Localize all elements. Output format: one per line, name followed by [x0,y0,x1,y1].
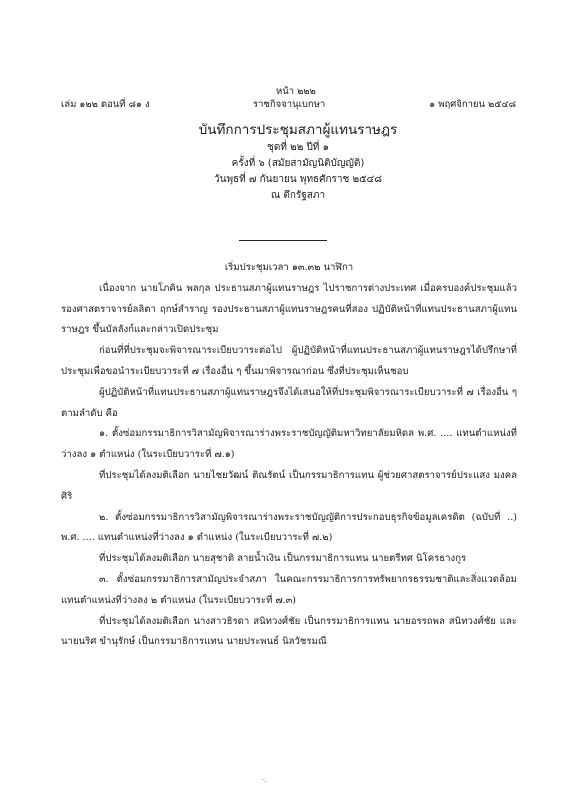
meeting-place: ณ ตึกรัฐสภา [270,190,326,201]
title-block [0,121,566,204]
paragraph: เนื่องจาก นายโภคิน พลกุล ประธานสภาผู้แทนราษฎร ไปราชการต่างประเทศ เมื่อครบองค์ประชุมแล้ว รองศาสตราจารย์ลลิตา ฤกษ์สำราญ รองประธานสภาผู้แทนราษฎรคนที่สอง ปฏิบัติหน้าที่แทนประธานสภาผู้แทนราษฎร ขึ้นบัลลังก์และกล่าวเปิดประชุม [61,282,517,336]
resolution: ที่ประชุมได้ลงมติเลือก นางสาวธิรดา สนิทวงศ์ชัย เป็นกรรมาธิการแทน นายอรรถพล สนิทวงศ์ชัย และ นายนริศ ขำนุรักษ์ เป็นกรรมาธิการแทน นายประพนธ์ นิลวัชรมณี [61,615,517,648]
session-line: ชุดที่ ๒๒ ปีที่ ๑ [267,142,329,153]
agenda-item: ๑. ตั้งซ่อมกรรมาธิการวิสามัญพิจารณาร่างพระราชบัญญัติมหาวิทยาลัยมหิดล พ.ศ. .... แทนตำแหน่งที่ว่างลง ๑ ตำแหน่ง (ในระเบียบวาระที่ ๗.๑) [61,428,517,461]
scan-mark: ·. [262,776,267,784]
volume-issue: เล่ม ๑๒๒ ตอนที่ ๘๑ ง [61,99,150,110]
minutes-body [61,258,517,653]
page-number: หน้า ๒๒๒ [276,86,316,97]
paragraph: ก่อนที่ที่ประชุมจะพิจารณาระเบียบวาระต่อไป ผู้ปฏิบัติหน้าที่แทนประธานสภาผู้แทนราษฎรได้ปรึกษาที่ประชุมเพื่อขอนำระเบียบวาระที่ ๗ เรื่องอื่น ๆ ขึ้นมาพิจารณาก่อน ซึ่งที่ประชุมเห็นชอบ [61,345,517,377]
meeting-date: วันพุธที่ ๗ กันยายน พุทธศักราช ๒๕๔๘ [214,174,382,185]
start-time: เริ่มประชุมเวลา ๑๓.๓๒ นาฬิกา [224,262,354,273]
resolution: ที่ประชุมได้ลงมติเลือก นายไชยวัฒน์ ติณรัตน์ เป็นกรรมาธิการแทน ผู้ช่วยศาสตราจารย์ประแสง มงคลศิริ [61,469,517,502]
meeting-line: ครั้งที่ ๖ (สมัยสามัญนิติบัญญัติ) [231,158,365,169]
agenda-item: ๒. ตั้งซ่อมกรรมาธิการวิสามัญพิจารณาร่างพระราชบัญญัติการประกอบธุรกิจข้อมูลเครดิต (ฉบับที่ ..) พ.ศ. .... แทนตำแหน่งที่ว่างลง ๑ ตำแหน่ง (ในระเบียบวาระที่ ๗.๒) [61,511,517,544]
agenda-item: ๓. ตั้งซ่อมกรรมาธิการสามัญประจำสภา ในคณะกรรมาธิการการทรัพยากรธรรมชาติและสิ่งแวดล้อม แทนตำแหน่งที่ว่างลง ๒ ตำแหน่ง (ในระเบียบวาระที่ ๗.๓) [61,573,517,606]
document-title: บันทึกการประชุมสภาผู้แทนราษฎร [198,122,398,138]
publish-date: ๑ พฤศจิกายน ๒๕๔๘ [429,99,516,110]
resolution: ที่ประชุมได้ลงมติเลือก นายสุชาติ ลายน้ำเงิน เป็นกรรมาธิการแทน นายตรีทศ นิโครธางกูร [99,553,467,565]
gazette-name: ราชกิจจานุเบกษา [253,99,326,110]
paragraph: ผู้ปฏิบัติหน้าที่แทนประธานสภาผู้แทนราษฎรจึงได้เสนอให้ที่ประชุมพิจารณาระเบียบวาระที่ ๗ เรื่องอื่น ๆ ตามลำดับ คือ [61,386,517,419]
title-divider [239,240,327,241]
